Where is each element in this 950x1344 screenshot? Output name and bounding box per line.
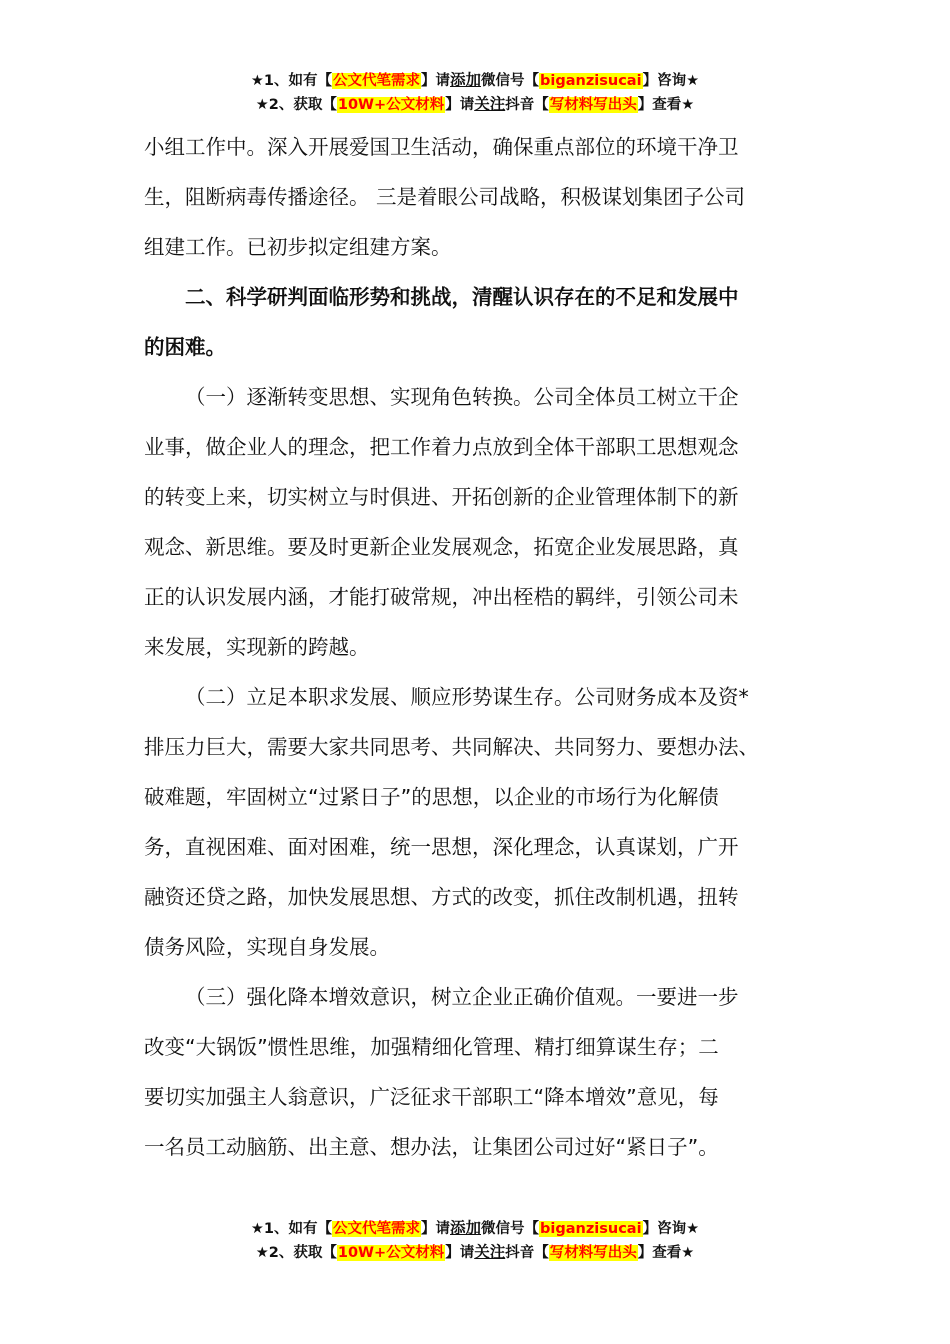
promo-emphasis-follow: 关注 <box>474 95 506 113</box>
promo-line-1-text-2: 微信号【 <box>481 73 540 89</box>
paragraph-item-2: （二）立足本职求发展、顺应形势谋生存。公司财务成本及资* 排压力巨大，需要大家共同思考、共同解决、共同努力、要想办法、 破难题，牢固树立“过紧日子”的思想，以企业的市场行为化解债 务，直视困难、面对困难，统一思想，深化理念，认真谋划，广开 融资还贷之路，加快发展思想、方式的改变，抓住改制机遇，扭转 债务风险，实现自身发展。 <box>144 685 759 959</box>
promo-line-1-text: 】请 <box>421 73 450 89</box>
promo-emphasis-add: 添加 <box>450 71 482 89</box>
promo-line-2-text: 】请 <box>445 97 475 113</box>
promo-line-1-text: 】请 <box>421 1221 450 1237</box>
promo-line-2 <box>0 93 950 117</box>
promo-line-1-prefix: ★1、如有【 <box>250 73 332 89</box>
promo-highlight-wechat-id: biganzisucai <box>540 1221 642 1237</box>
promo-line-2-prefix: ★2、获取【 <box>255 1245 337 1261</box>
promo-line-2-suffix: 】查看★ <box>637 1245 695 1261</box>
promo-line-2-text: 】请 <box>445 1245 475 1261</box>
footer-promo-banner <box>0 1217 950 1265</box>
promo-highlight-materials: 10W+公文材料 <box>337 97 445 113</box>
promo-emphasis-follow: 关注 <box>474 1243 506 1261</box>
paragraph-item-3: （三）强化降本增效意识，树立企业正确价值观。一要进一步 改变“大锅饭”惯性思维，加强精细化管理、精打细算谋生存；二 要切实加强主人翁意识，广泛征求干部职工“降本增效”意见，每 一名员工动脑筋、出主意、想办法，让集团公司过好“紧日子”。 <box>144 985 739 1159</box>
promo-line-1 <box>0 69 950 93</box>
promo-line-1-suffix: 】咨询★ <box>642 1221 700 1237</box>
promo-line-1-text-2: 微信号【 <box>481 1221 540 1237</box>
promo-highlight-wechat-id: biganzisucai <box>540 73 642 89</box>
promo-line-2-text-2: 抖音【 <box>505 1245 549 1261</box>
document-body <box>144 122 824 1172</box>
promo-highlight-service: 公文代笔需求 <box>333 73 420 89</box>
promo-line-2 <box>0 1241 950 1265</box>
promo-highlight-materials: 10W+公文材料 <box>337 1245 445 1261</box>
promo-line-1-prefix: ★1、如有【 <box>250 1221 332 1237</box>
promo-line-2-text-2: 抖音【 <box>505 97 549 113</box>
promo-line-2-prefix: ★2、获取【 <box>255 97 337 113</box>
promo-line-1 <box>0 1217 950 1241</box>
promo-line-1-suffix: 】咨询★ <box>642 73 700 89</box>
promo-highlight-douyin: 写材料写出头 <box>549 1245 637 1261</box>
paragraph-continuation: 小组工作中。深入开展爱国卫生活动，确保重点部位的环境干净卫 生，阻断病毒传播途径。 三是着眼公司战略，积极谋划集团子公司 组建工作。已初步拟定组建方案。 <box>144 135 746 259</box>
promo-highlight-service: 公文代笔需求 <box>333 1221 420 1237</box>
promo-highlight-douyin: 写材料写出头 <box>549 97 637 113</box>
promo-line-2-suffix: 】查看★ <box>637 97 695 113</box>
section-heading: 二、科学研判面临形势和挑战，清醒认识存在的不足和发展中 的困难。 <box>144 285 739 359</box>
header-promo-banner <box>0 69 950 117</box>
paragraph-item-1: （一）逐渐转变思想、实现角色转换。公司全体员工树立干企 业事，做企业人的理念，把工作着力点放到全体干部职工思想观念 的转变上来，切实树立与时俱进、开拓创新的企业管理体制下的新 观念、新思维。要及时更新企业发展观念，拓宽企业发展思路，真 正的认识发展内涵，才能打破常规，冲出桎梏的羁绊，引领公司未 来发展，实现新的跨越。 <box>144 385 739 659</box>
promo-emphasis-add: 添加 <box>450 1219 482 1237</box>
